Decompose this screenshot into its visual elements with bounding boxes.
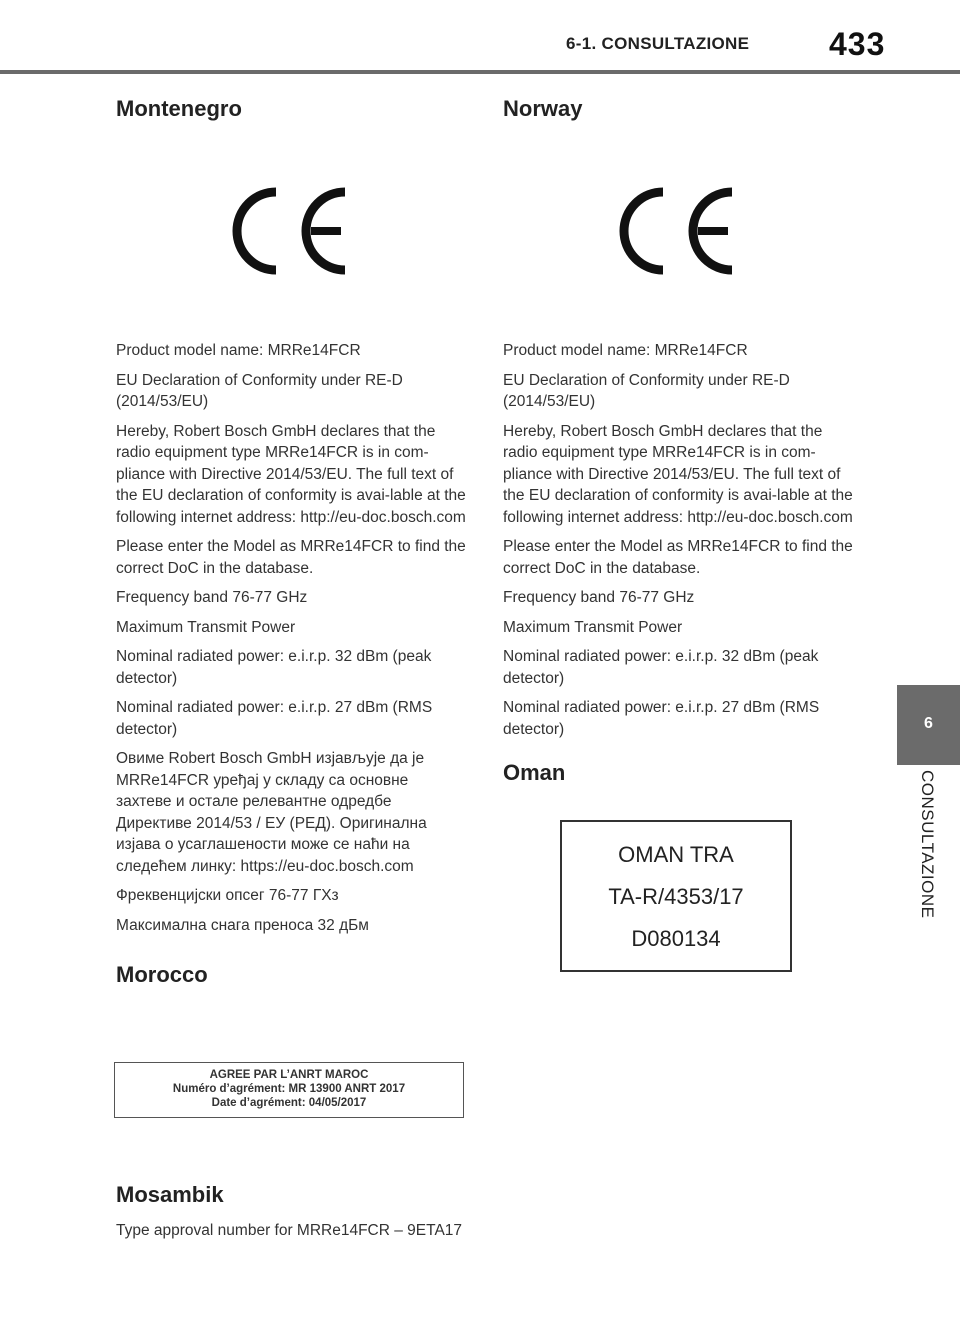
paragraph: Nominal radiated power: e.i.r.p. 27 dBm (RMS detector) xyxy=(116,699,433,738)
morocco-title: Morocco xyxy=(116,962,208,987)
paragraph: Product model name: MRRe14FCR xyxy=(116,342,361,359)
paragraph: Nominal radiated power: e.i.r.p. 27 dBm (RMS detector) xyxy=(503,699,820,738)
oman-approval-label xyxy=(560,820,792,972)
oman-label-line: D080134 xyxy=(631,926,721,951)
norway-title: Norway xyxy=(503,96,583,121)
paragraph: Nominal radiated power: e.i.r.p. 32 dBm (peak detector) xyxy=(503,648,819,687)
header-divider xyxy=(0,70,960,74)
mosambik-title: Mosambik xyxy=(116,1182,224,1207)
chapter-label-text: CONSULTAZIONE xyxy=(918,770,937,919)
right-column xyxy=(503,96,853,972)
paragraph: Hereby, Robert Bosch GmbH declares that the radio equipment type MRRe14FCR is in com-pliance with Directive 2014/53/EU. The full text of the EU declaration of conformity is avai-lable at the following internet address: http://eu-doc.bosch.com xyxy=(503,422,853,526)
ce-mark-icon xyxy=(232,186,350,276)
left-column xyxy=(116,96,466,1250)
chapter-tab[interactable] xyxy=(897,685,960,765)
paragraph: Please enter the Model as MRRe14FCR to find the correct DoC in the database. xyxy=(116,538,466,577)
chapter-label xyxy=(917,770,937,940)
page-number: 433 xyxy=(829,26,886,62)
norway-body xyxy=(503,340,853,740)
paragraph: Максимална снага преноса 32 дБм xyxy=(116,916,369,934)
norway-ce-mark xyxy=(503,122,853,340)
morocco-label-line: AGREE PAR L’ANRT MAROC xyxy=(209,1069,369,1081)
paragraph: Фреквенцијски опсег 76-77 ГХз xyxy=(116,887,339,904)
oman-label-line: TA-R/4353/17 xyxy=(608,884,744,909)
paragraph: EU Declaration of Conformity under RE-D (2014/53/EU) xyxy=(116,371,403,410)
montenegro-body xyxy=(116,340,466,936)
morocco-label-line: Numéro d’agrément: MR 13900 ANRT 2017 xyxy=(172,1083,406,1095)
chapter-number: 6 xyxy=(924,715,933,732)
paragraph: Frequency band 76-77 GHz xyxy=(503,589,695,606)
morocco-approval-label xyxy=(114,1062,464,1118)
morocco-label-line: Date d’agrément: 04/05/2017 xyxy=(211,1097,367,1109)
oman-label-line: OMAN TRA xyxy=(618,842,734,867)
paragraph: Nominal radiated power: e.i.r.p. 32 dBm (peak detector) xyxy=(116,648,432,687)
paragraph: Овиме Robert Bosch GmbH изјављује да је MRRe14FCR уређај у складу са основне захтеве и остале релевантне одредбе Директиве 2014/53 / ЕУ (РЕД). Оригинална изјава о усаглашености може се наћи на следећем линку: https://eu-doc.bosch.com xyxy=(116,750,427,875)
paragraph: Frequency band 76-77 GHz xyxy=(116,589,308,606)
section-title: 6-1. CONSULTAZIONE xyxy=(566,34,750,53)
paragraph: EU Declaration of Conformity under RE-D (2014/53/EU) xyxy=(503,371,790,410)
paragraph: Type approval number for MRRe14FCR – 9ETA17 xyxy=(116,1222,463,1239)
ce-mark-icon xyxy=(619,186,737,276)
oman-title: Oman xyxy=(503,760,566,785)
paragraph: Product model name: MRRe14FCR xyxy=(503,342,748,359)
paragraph: Please enter the Model as MRRe14FCR to find the correct DoC in the database. xyxy=(503,538,853,577)
paragraph: Maximum Transmit Power xyxy=(116,618,296,636)
paragraph: Maximum Transmit Power xyxy=(503,618,683,636)
montenegro-ce-mark xyxy=(116,122,466,340)
paragraph: Hereby, Robert Bosch GmbH declares that the radio equipment type MRRe14FCR is in com-pliance with Directive 2014/53/EU. The full text of the EU declaration of conformity is avai-lable at the following internet address: http://eu-doc.bosch.com xyxy=(116,422,466,526)
montenegro-title: Montenegro xyxy=(116,96,242,121)
